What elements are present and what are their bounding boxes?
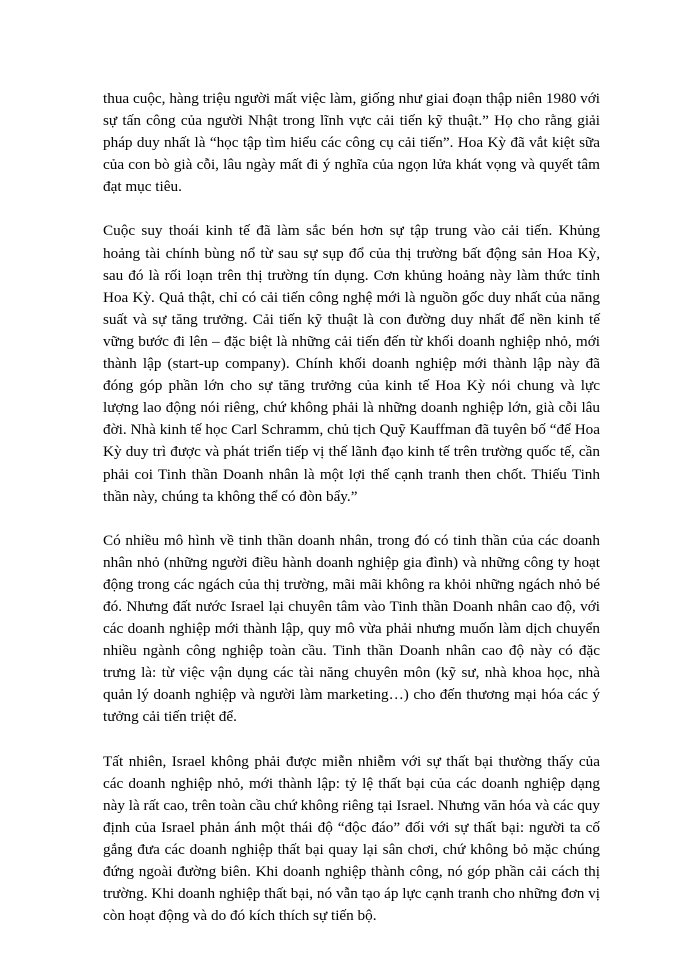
paragraph-1: thua cuộc, hàng triệu người mất việc làm, giống như giai đoạn thập niên 1980 với sự tấn công của người Nhật trong lĩnh vực cải tiến kỹ thuật.” Họ cho rằng giải pháp duy nhất là “học tập tìm hiểu các công cụ cải tiến”. Hoa Kỳ đã vắt kiệt sữa của con bò già cỗi, lâu ngày mất đi ý nghĩa của ngọn lửa khát vọng và quyết tâm đạt mục tiêu. xyxy=(103,90,600,196)
paragraph-3: Có nhiều mô hình về tinh thần doanh nhân, trong đó có tinh thần của các doanh nhân nhỏ (những người điều hành doanh nghiệp gia đình) và những công ty hoạt động trong các ngách của thị trường, mãi mãi không ra khỏi những ngách nhỏ bé đó. Nhưng đất nước Israel lại chuyên tâm vào Tinh thần Doanh nhân cao độ, với các doanh nghiệp mới thành lập, quy mô vừa phải nhưng muốn làm dịch chuyển nhiều ngành công nghiệp toàn cầu. Tinh thần Doanh nhân cao độ này có đặc trưng là: từ việc vận dụng các tài năng chuyên môn (kỹ sư, nhà khoa học, nhà quản lý doanh nghiệp và người làm marketing…) cho đến thương mại hóa các ý tưởng cải tiến triệt để. xyxy=(103,531,600,726)
paragraph-2: Cuộc suy thoái kinh tế đã làm sắc bén hơn sự tập trung vào cải tiến. Khủng hoảng tài chính bùng nổ từ sau sự sụp đổ của thị trường bất động sản Hoa Kỳ, sau đó là rối loạn trên thị trường tín dụng. Cơn khủng hoảng này làm thức tỉnh Hoa Kỳ. Quả thật, chỉ có cải tiến công nghệ mới là nguồn gốc duy nhất của năng suất và sự tăng trưởng. Cải tiến kỹ thuật là con đường duy nhất để nền kinh tế vững bước đi lên – đặc biệt là những cải tiến đến từ khối doanh nghiệp nhỏ, mới thành lập (start-up company). Chính khối doanh nghiệp mới thành lập này đã đóng góp phần lớn cho sự tăng trưởng của kinh tế Hoa Kỳ nói chung và lực lượng lao động nói riêng, chứ không phải là những doanh nghiệp lớn, già cỗi lâu đời. Nhà kinh tế học Carl Schramm, chủ tịch Quỹ Kauffman đã tuyên bố “để Hoa Kỳ duy trì được và phát triển tiếp vị thế lãnh đạo kinh tế trên trường quốc tế, cần phải coi Tinh thần Doanh nhân là một lợi thế cạnh tranh then chốt. Thiếu Tinh thần này, chúng ta không thể có đòn bẩy.” xyxy=(103,222,600,505)
document-page xyxy=(103,88,600,949)
paragraph-4: Tất nhiên, Israel không phải được miễn nhiễm với sự thất bại thường thấy của các doanh nghiệp nhỏ, mới thành lập: tỷ lệ thất bại của các doanh nghiệp dạng này là rất cao, trên toàn cầu chứ không riêng tại Israel. Nhưng văn hóa và các quy định của Israel phản ánh một thái độ “độc đáo” đối với sự thất bại: người ta cố gắng đưa các doanh nghiệp thất bại quay lại sân chơi, chứ không bỏ mặc chúng đứng ngoài đường biên. Khi doanh nghiệp thành công, nó góp phần cải cách thị trường. Khi doanh nghiệp thất bại, nó vẫn tạo áp lực cạnh tranh cho những đơn vị còn hoạt động và do đó kích thích sự tiến bộ. xyxy=(103,752,600,925)
